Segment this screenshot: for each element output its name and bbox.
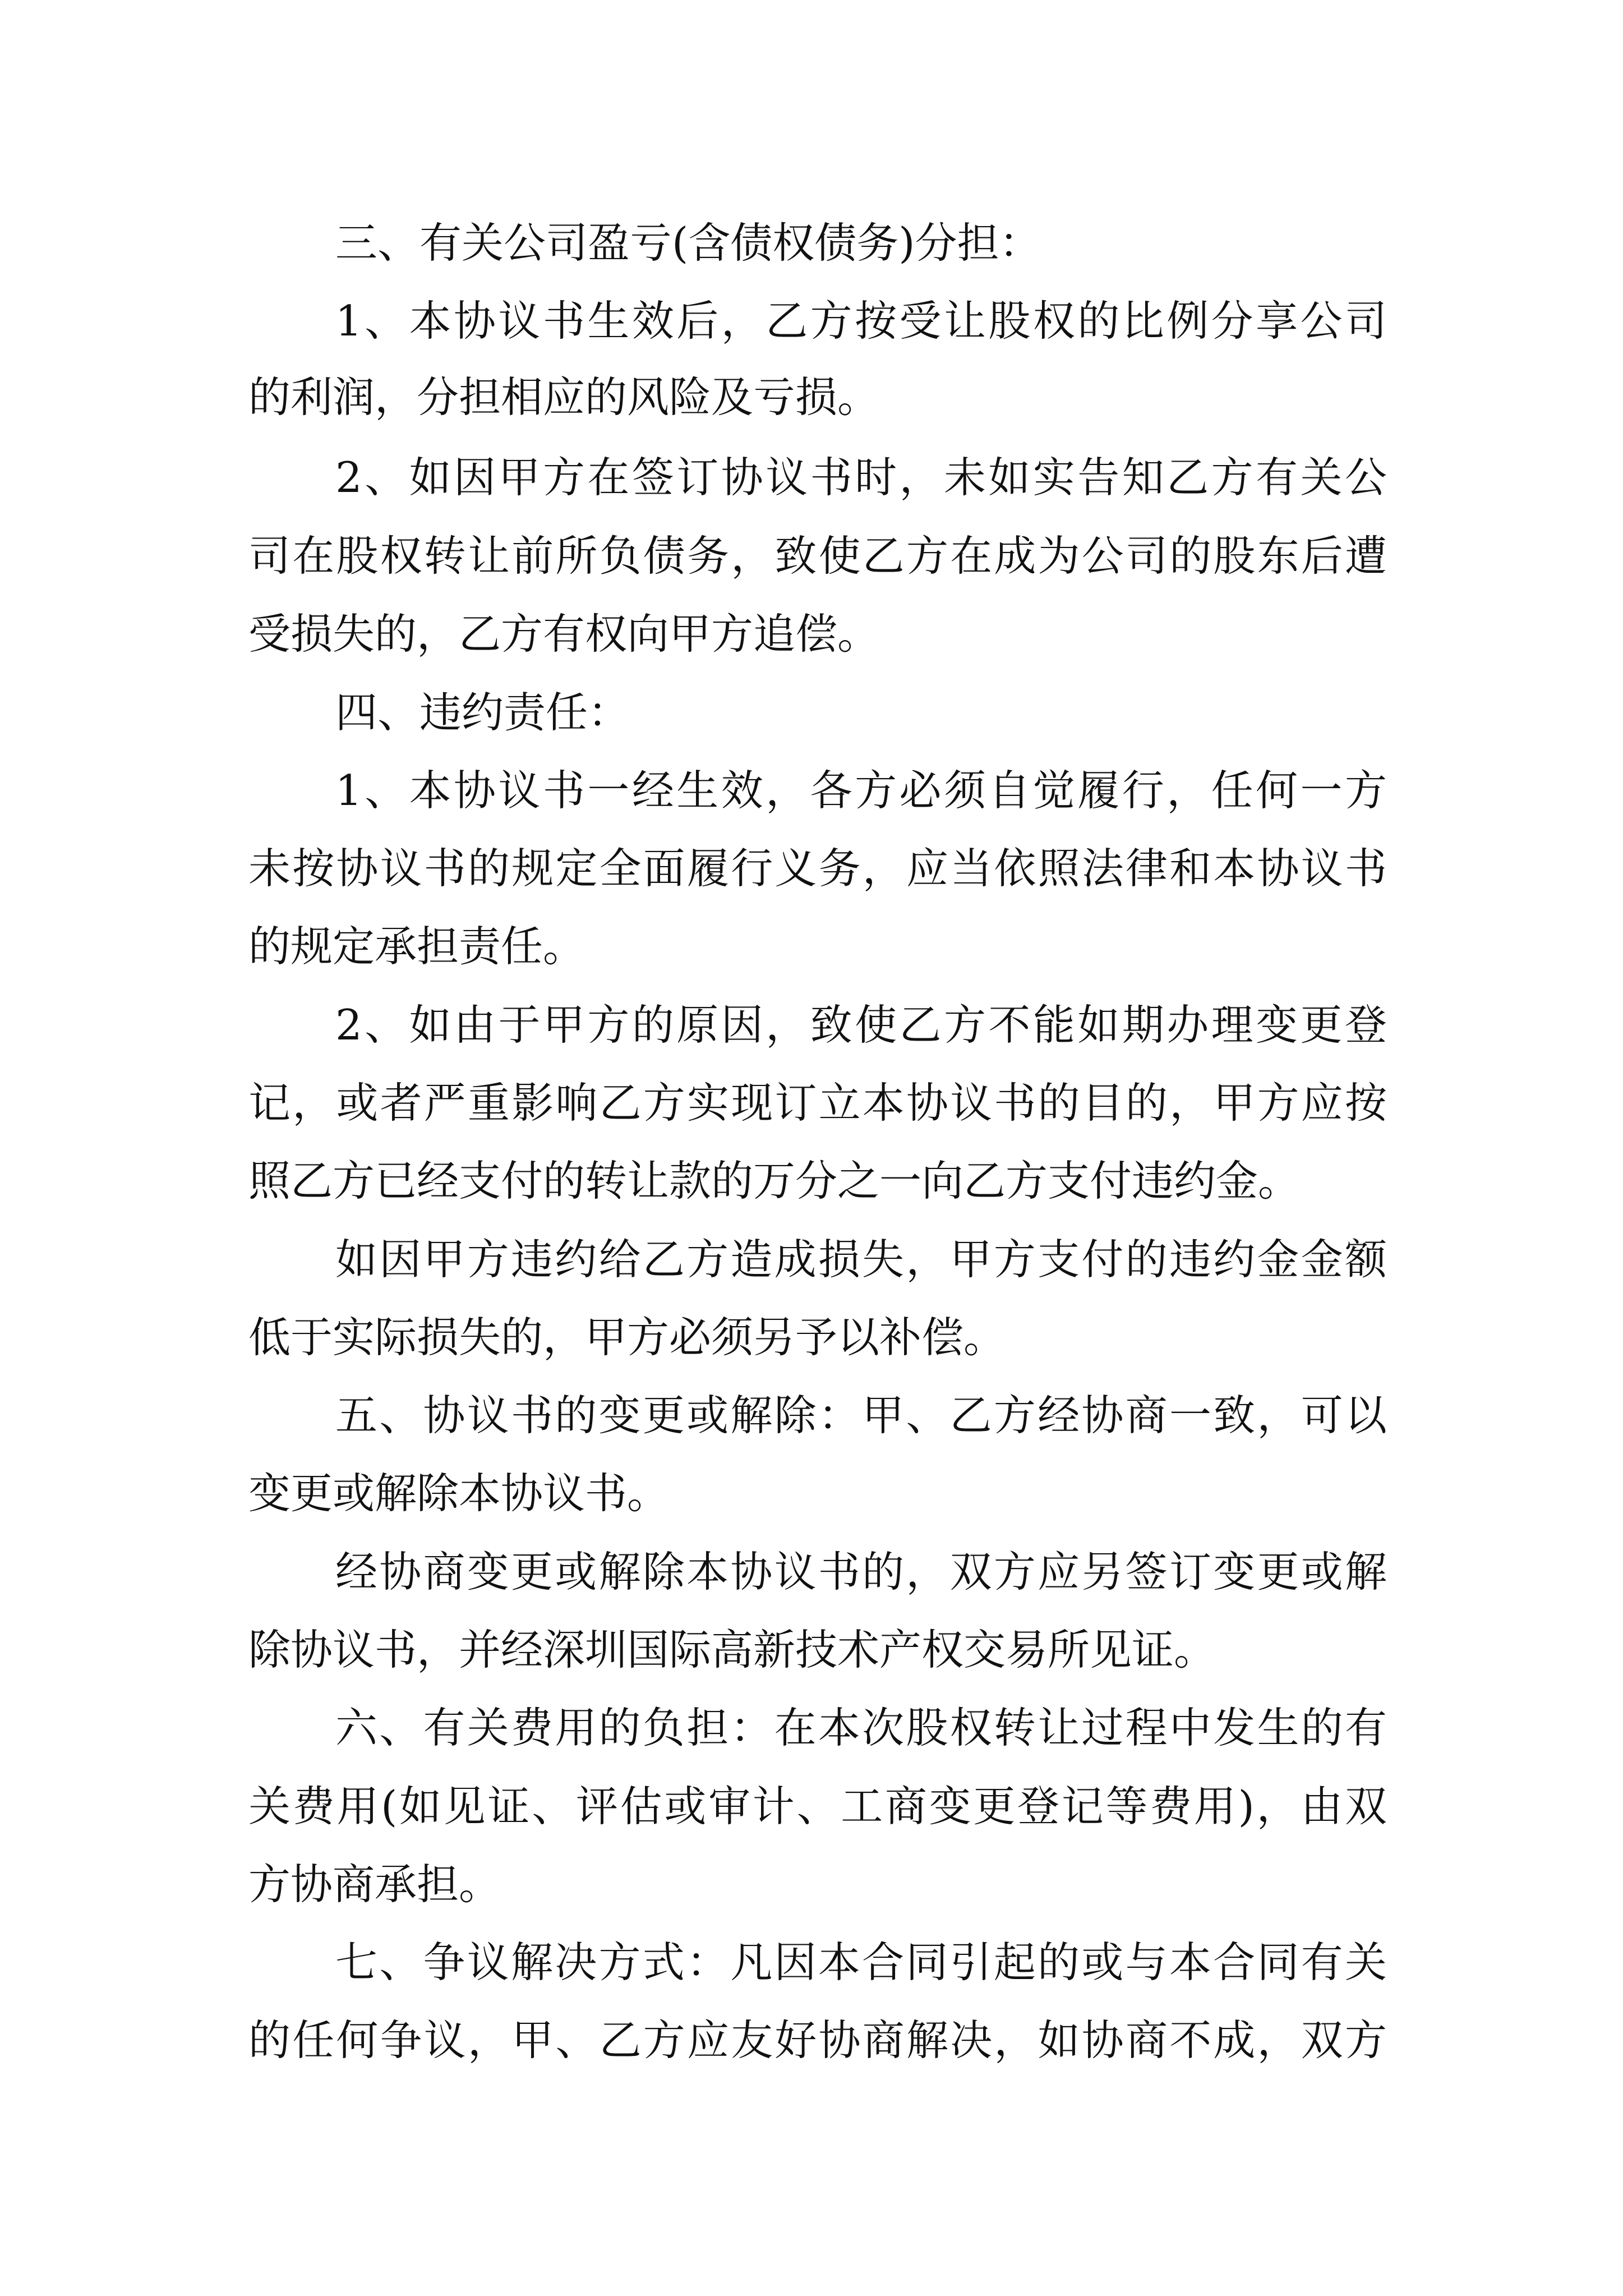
paragraph-line: 的任何争议，甲、乙方应友好协商解决，如协商不成，双方 — [248, 2016, 1387, 2065]
paragraph-line: 1、本协议书一经生效，各方必须自觉履行，任何一方 — [335, 766, 1387, 815]
paragraph-line: 2、如由于甲方的原因，致使乙方不能如期办理变更登 — [335, 1000, 1387, 1050]
paragraph-line: 变更或解除本协议书。 — [248, 1469, 670, 1518]
paragraph-line: 未按协议书的规定全面履行义务，应当依照法律和本协议书 — [248, 844, 1387, 893]
paragraph-line: 方协商承担。 — [248, 1860, 501, 1909]
section-heading-profit-loss: 三、有关公司盈亏(含债权债务)分担： — [335, 218, 1041, 268]
paragraph-line: 司在股权转让前所负债务，致使乙方在成为公司的股东后遭 — [248, 531, 1387, 581]
paragraph-line: 关费用(如见证、评估或审计、工商变更登记等费用)，由双 — [248, 1782, 1387, 1831]
paragraph-line: 2、如因甲方在签订协议书时，未如实告知乙方有关公 — [335, 453, 1387, 502]
paragraph-line: 照乙方已经支付的转让款的万分之一向乙方支付违约金。 — [248, 1156, 1301, 1205]
paragraph-line: 的利润，分担相应的风险及亏损。 — [248, 372, 880, 422]
section-heading-expenses: 六、有关费用的负担：在本次股权转让过程中发生的有 — [335, 1703, 1387, 1752]
paragraph-line: 受损失的，乙方有权向甲方追偿。 — [248, 609, 880, 659]
paragraph-line: 1、本协议书生效后，乙方按受让股权的比例分享公司 — [335, 296, 1387, 346]
paragraph-line: 经协商变更或解除本协议书的，双方应另签订变更或解 — [335, 1547, 1387, 1596]
paragraph-line: 记，或者严重影响乙方实现订立本协议书的目的，甲方应按 — [248, 1078, 1387, 1128]
paragraph-line: 除协议书，并经深圳国际高新技术产权交易所见证。 — [248, 1625, 1216, 1674]
paragraph-line: 如因甲方违约给乙方造成损失，甲方支付的违约金金额 — [335, 1235, 1387, 1284]
section-heading-dispute: 七、争议解决方式：凡因本合同引起的或与本合同有关 — [335, 1938, 1387, 1987]
section-heading-amendment: 五、协议书的变更或解除：甲、乙方经协商一致，可以 — [335, 1391, 1387, 1440]
paragraph-line: 低于实际损失的，甲方必须另予以补偿。 — [248, 1313, 1006, 1362]
paragraph-line: 的规定承担责任。 — [248, 922, 585, 971]
section-heading-liability: 四、违约责任： — [335, 688, 630, 737]
